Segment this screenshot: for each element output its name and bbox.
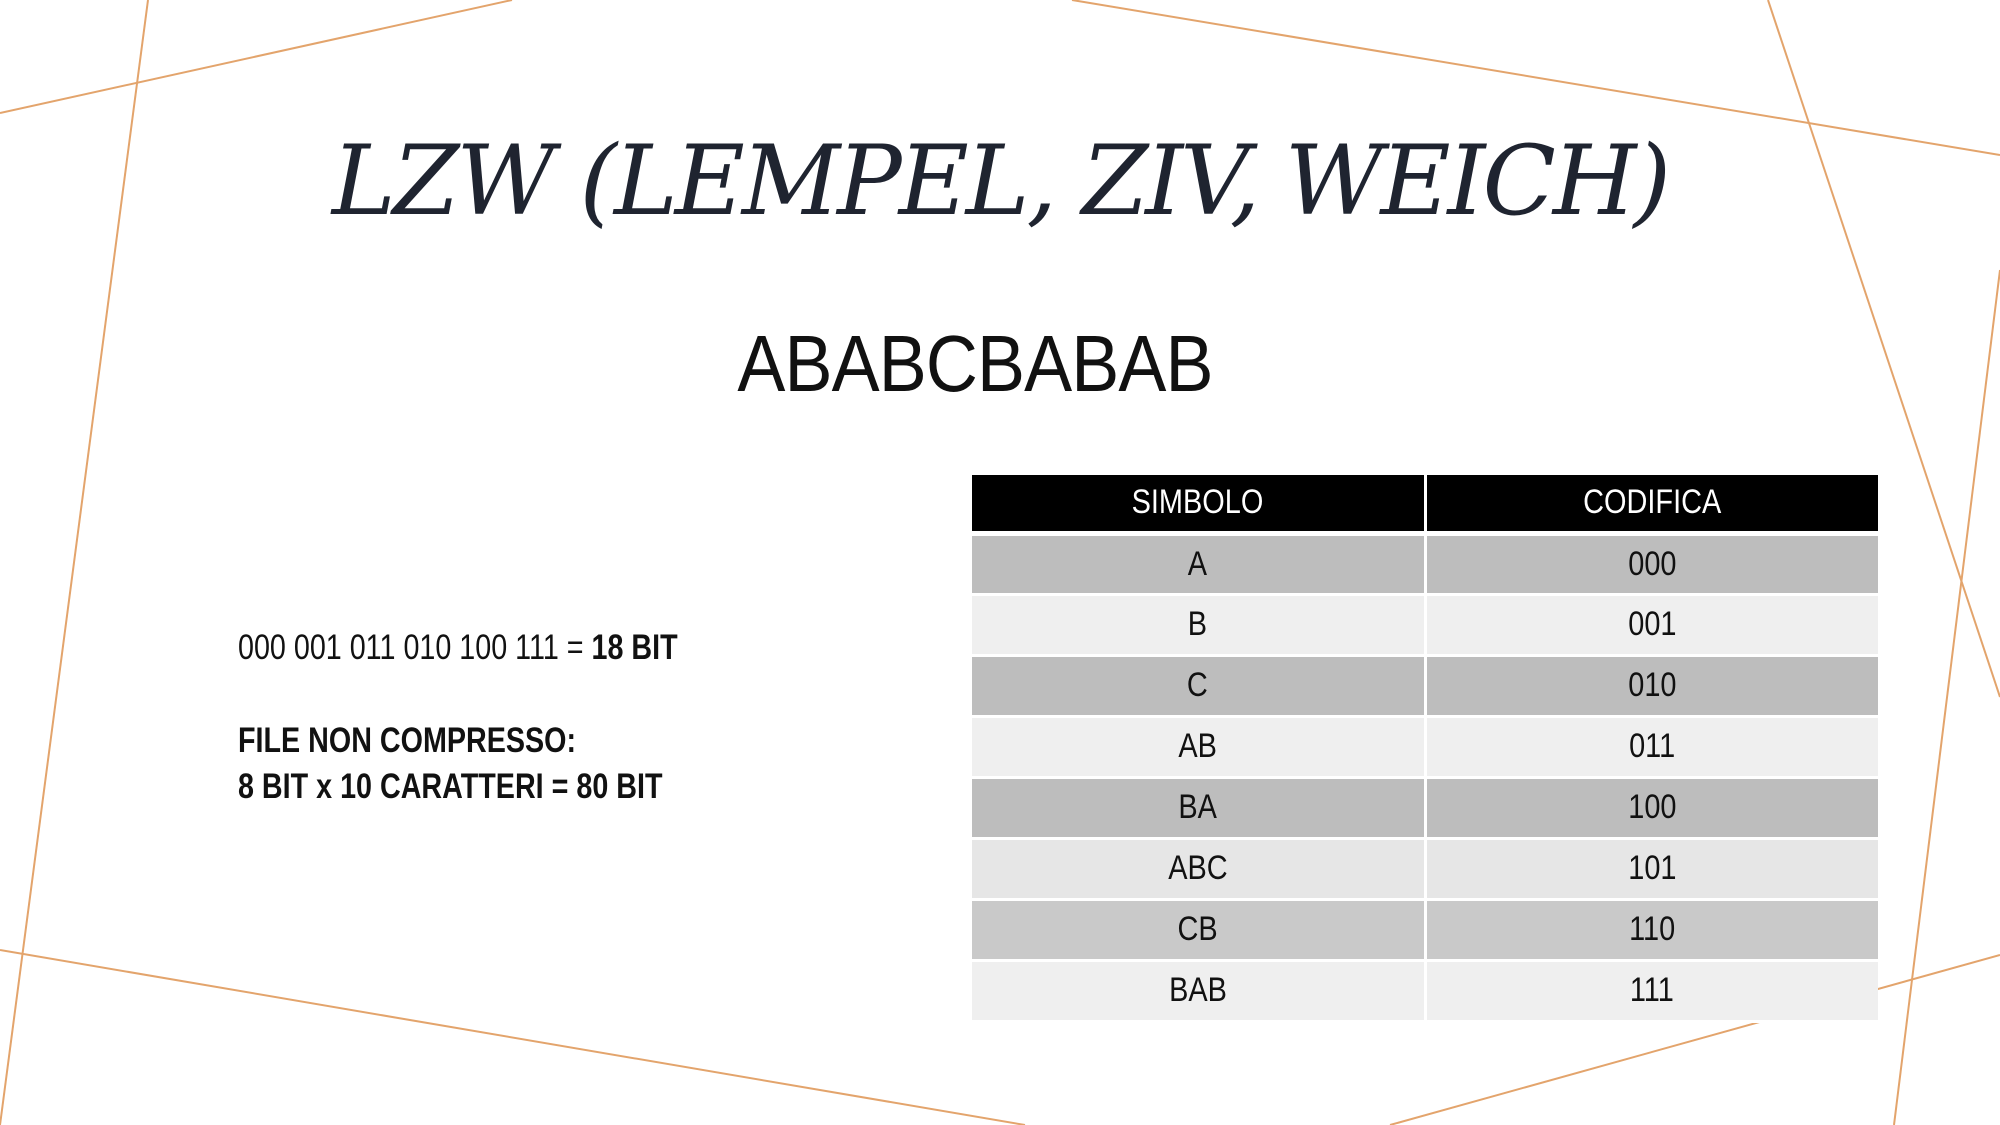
code-cell: 111 [1630,971,1675,1009]
table-row [972,716,1878,777]
uncompressed-calculation: 8 BIT x 10 CARATTERI = 80 BIT [238,767,663,806]
code-cell: 000 [1628,544,1677,583]
table-row [972,533,1878,594]
code-cell: 010 [1628,666,1677,704]
deco-line [0,950,1025,1125]
encoded-output [238,628,678,668]
table-row [972,960,1878,1021]
symbol-cell: BA [972,777,1425,838]
uncompressed-label: FILE NON COMPRESSO: [238,721,577,760]
table-row [972,838,1878,899]
code-cell: 101 [1628,849,1677,887]
header-symbol: SIMBOLO [972,475,1425,533]
uncompressed-info [238,718,662,810]
code-cell: 100 [1628,788,1677,826]
symbol-cell: CB [972,899,1425,960]
slide-title: LZW (LEMPEL, ZIV, WEICH) [331,125,1669,237]
symbol-cell: AB [972,716,1425,777]
table-header-row [972,475,1878,533]
symbol-cell: ABC [972,838,1425,899]
encoded-total: 18 BIT [591,628,678,667]
table-row [972,655,1878,716]
code-cell: 011 [1629,727,1676,765]
table-row [972,777,1878,838]
symbol-cell: A [972,533,1425,594]
code-cell: 110 [1629,910,1676,948]
symbol-cell: C [972,655,1425,716]
table-row [972,594,1878,655]
deco-line [0,0,512,113]
encoded-sequence: 000 001 011 010 100 111 = [238,628,592,667]
symbol-cell: BAB [972,960,1425,1021]
code-cell: 001 [1628,605,1677,643]
dictionary-table [972,475,1878,1023]
deco-line [1894,270,2000,1125]
header-code: CODIFICA [1425,475,1878,533]
input-string: ABABCBABAB [737,319,1213,408]
table-row [972,899,1878,960]
symbol-cell: B [972,594,1425,655]
